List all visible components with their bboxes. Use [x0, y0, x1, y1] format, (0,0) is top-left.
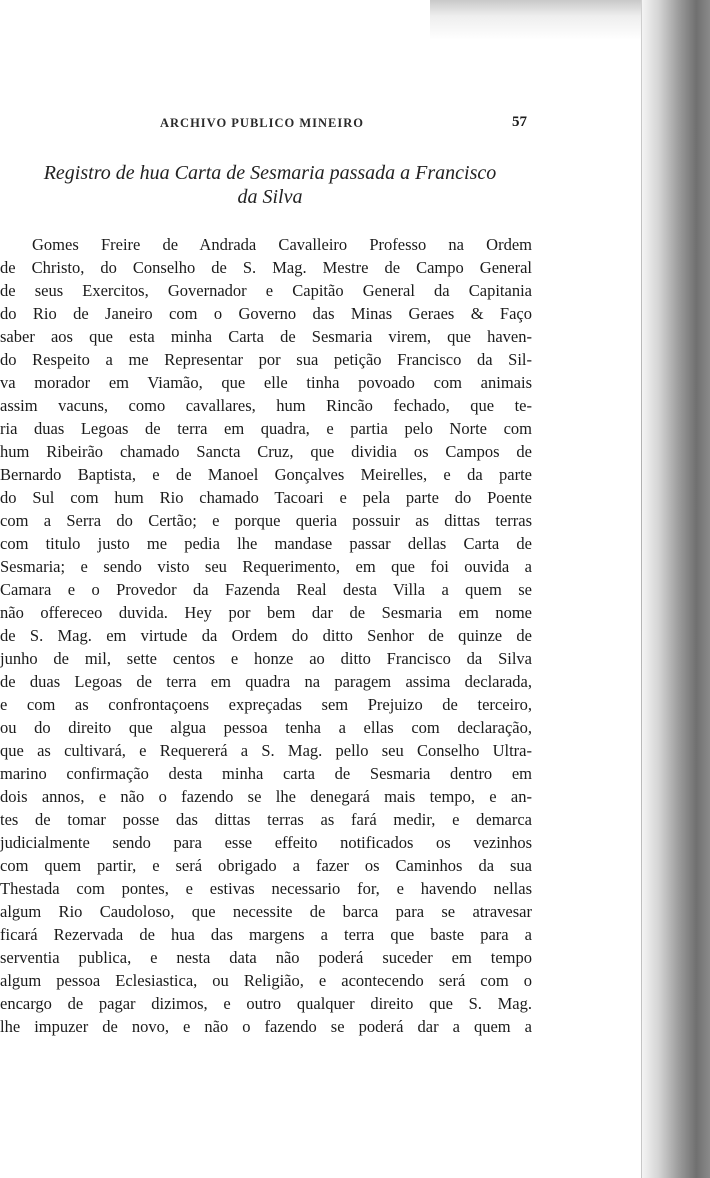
text-line: junho de mil, sette centos e honze ao ditto Francisco da Silva [0, 649, 532, 668]
text-line: Bernardo Baptista, e de Manoel Gonçalves Meirelles, e da parte [0, 465, 532, 484]
running-head: ARCHIVO PUBLICO MINEIRO [160, 116, 365, 130]
text-line: Thestada com pontes, e estivas necessario for, e havendo nellas [0, 879, 532, 898]
text-line: hum Ribeirão chamado Sancta Cruz, que dividia os Campos de [0, 442, 532, 461]
text-line: encargo de pagar dizimos, e outro qualquer direito que S. Mag. [0, 994, 532, 1013]
text-line: dois annos, e não o fazendo se lhe denegará mais tempo, e an- [0, 787, 532, 806]
text-line: va morador em Viamão, que elle tinha povoado com animais [0, 373, 532, 392]
text-line: com a Serra do Certão; e porque queria possuir as dittas terras [0, 511, 532, 530]
text-line: com quem partir, e será obrigado a fazer os Caminhos da sua [0, 856, 532, 875]
text-line: ficará Rezervada de hua das margens a terra que baste para a [0, 925, 532, 944]
text-line: do Respeito a me Representar por sua petição Francisco da Sil- [0, 350, 532, 369]
text-line: de seus Exercitos, Governador e Capitão General da Capitania [0, 281, 532, 300]
text-line: algum Rio Caudoloso, que necessite de barca para se atravesar [0, 902, 532, 921]
text-line: lhe impuzer de novo, e não o fazendo se poderá dar a quem a [0, 1017, 532, 1036]
text-line: ria duas Legoas de terra em quadra, e partia pelo Norte com [0, 419, 532, 438]
text-line: serventia publica, e nesta data não poderá suceder em tempo [0, 948, 532, 967]
text-line: algum pessoa Eclesiastica, ou Religião, e acontecendo será com o [0, 971, 532, 990]
text-line: que as cultivará, e Requererá a S. Mag. pello seu Conselho Ultra- [0, 741, 532, 760]
text-line: judicialmente sendo para esse effeito notificados os vezinhos [0, 833, 532, 852]
text-line: Sesmaria; e sendo visto seu Requerimento, em que foi ouvida a [0, 557, 532, 576]
document-title-line-2: da Silva [237, 186, 303, 208]
text-line: Gomes Freire de Andrada Cavalleiro Professo na Ordem [32, 235, 532, 254]
text-line: não offereceo duvida. Hey por bem dar de Sesmaria em nome [0, 603, 532, 622]
text-line: do Rio de Janeiro com o Governo das Minas Geraes & Faço [0, 304, 532, 323]
text-line: e com as confrontaçoens expreçadas sem Prejuizo de terceiro, [0, 695, 532, 714]
document-title-line-1: Registro de hua Carta de Sesmaria passada a Francisco [43, 162, 497, 184]
text-line: com titulo justo me pedia lhe mandase passar dellas Carta de [0, 534, 532, 553]
book-spine-shadow [642, 0, 710, 1178]
text-line: tes de tomar posse das dittas terras as fará medir, e demarca [0, 810, 532, 829]
page-number: 57 [512, 114, 527, 130]
text-line: de Christo, do Conselho de S. Mag. Mestre de Campo General [0, 258, 532, 277]
text-line: assim vacuns, como cavallares, hum Rincão fechado, que te- [0, 396, 532, 415]
text-line: ou do direito que algua pessoa tenha a ellas com declaração, [0, 718, 532, 737]
text-line: de duas Legoas de terra em quadra na paragem assima declarada, [0, 672, 532, 691]
text-line: do Sul com hum Rio chamado Tacoari e pela parte do Poente [0, 488, 532, 507]
text-line: de S. Mag. em virtude da Ordem do ditto Senhor de quinze de [0, 626, 532, 645]
text-line: Camara e o Provedor da Fazenda Real desta Villa a quem se [0, 580, 532, 599]
text-line: marino confirmação desta minha carta de Sesmaria dentro em [0, 764, 532, 783]
text-line: saber aos que esta minha Carta de Sesmaria virem, que haven- [0, 327, 532, 346]
